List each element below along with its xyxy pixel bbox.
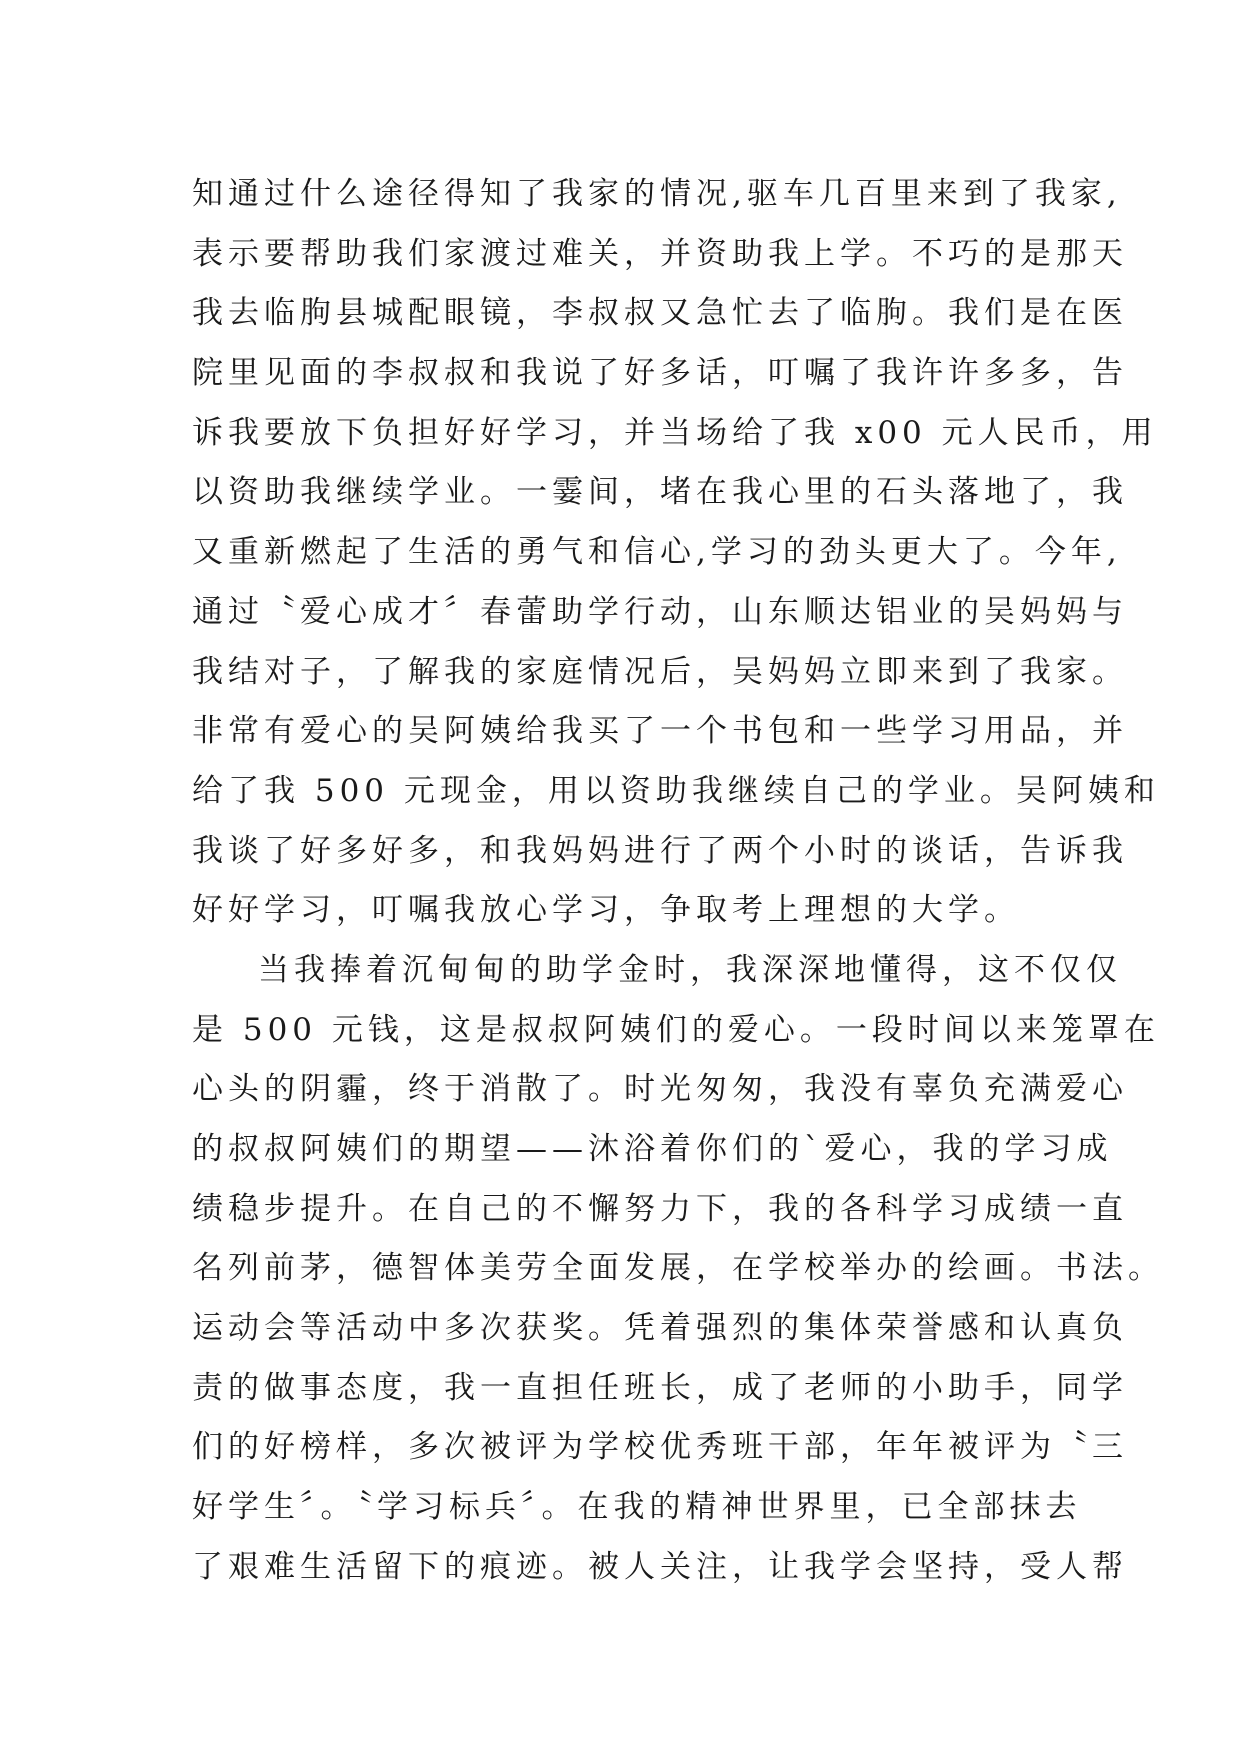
text-line: 我谈了好多好多，和我妈妈进行了两个小时的谈话，告诉我	[192, 832, 1128, 869]
text-line: 我结对子，了解我的家庭情况后，吴妈妈立即来到了我家。	[192, 653, 1128, 690]
text-line: 诉我要放下负担好好学习，并当场给了我 x00 元人民币，用	[192, 414, 1158, 451]
body-text	[192, 165, 1164, 1598]
text-line: 运动会等活动中多次获奖。凭着强烈的集体荣誉感和认真负	[192, 1310, 1128, 1347]
text-line: 是 500 元钱，这是叔叔阿姨们的爱心。一段时间以来笼罩在	[192, 1011, 1160, 1048]
text-line: 以资助我继续学业。一霎间，堵在我心里的石头落地了，我	[192, 474, 1128, 511]
text-line: 的叔叔阿姨们的期望——沐浴着你们的`爱心，我的学习成	[192, 1131, 1113, 1167]
text-line: 我去临朐县城配眼镜，李叔叔又急忙去了临朐。我们是在医	[192, 295, 1128, 332]
text-line: 们的好榜样，多次被评为学校优秀班干部，年年被评为〝三	[192, 1429, 1128, 1466]
text-line: 名列前茅，德智体美劳全面发展，在学校举办的绘画。书法。	[192, 1250, 1164, 1287]
text-line: 绩稳步提升。在自己的不懈努力下，我的各科学习成绩一直	[192, 1190, 1128, 1227]
text-line: 给了我 500 元现金，用以资助我继续自己的学业。吴阿姨和	[192, 772, 1160, 809]
paragraph-start-line: 当我捧着沉甸甸的助学金时，我深深地懂得，这不仅仅	[258, 951, 1122, 988]
text-line: 好学生〞。〝学习标兵〞。在我的精神世界里，已全部抹去	[192, 1489, 1082, 1526]
text-line: 好好学习，叮嘱我放心学习，争取考上理想的大学。	[192, 892, 1020, 929]
text-line: 责的做事态度，我一直担任班长，成了老师的小助手，同学	[192, 1369, 1128, 1406]
text-line: 又重新燃起了生活的勇气和信心,学习的劲头更大了。今年,	[192, 534, 1122, 571]
text-line: 通过〝爱心成才〞春蕾助学行动，山东顺达铝业的吴妈妈与	[192, 593, 1128, 630]
text-line: 非常有爱心的吴阿姨给我买了一个书包和一些学习用品，并	[192, 713, 1128, 750]
text-line: 了艰难生活留下的痕迹。被人关注，让我学会坚持，受人帮	[192, 1548, 1128, 1585]
text-line: 院里见面的李叔叔和我说了好多话，叮嘱了我许许多多，告	[192, 355, 1128, 392]
text-line: 心头的阴霾，终于消散了。时光匆匆，我没有辜负充满爱心	[192, 1071, 1128, 1108]
text-line: 表示要帮助我们家渡过难关，并资助我上学。不巧的是那天	[192, 235, 1128, 272]
text-line: 知通过什么途径得知了我家的情况,驱车几百里来到了我家,	[192, 176, 1122, 212]
